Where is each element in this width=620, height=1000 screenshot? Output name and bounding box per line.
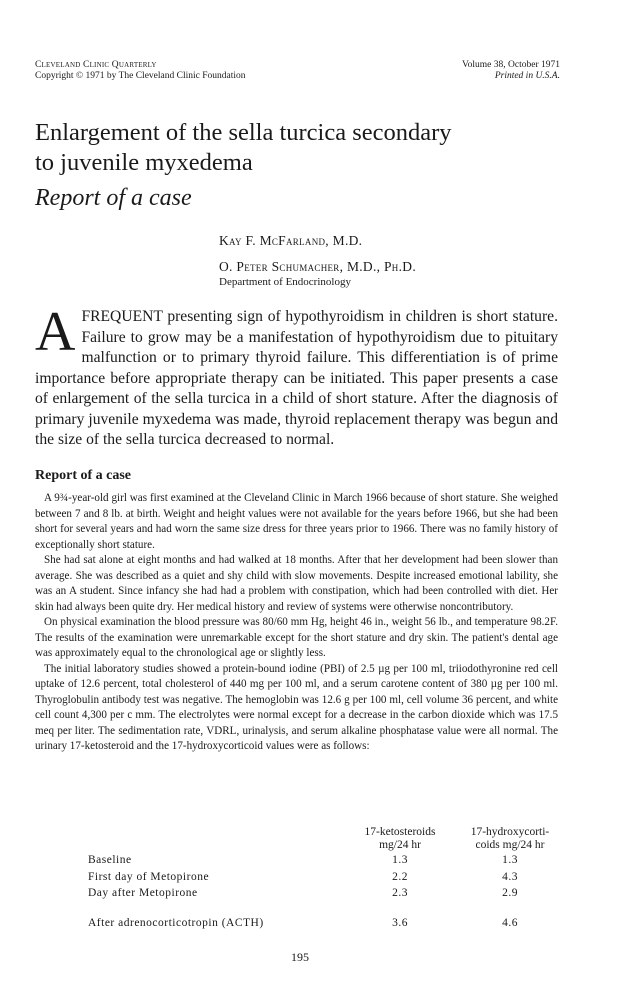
col-header-ketosteroids-line2: mg/24 hr	[379, 839, 421, 851]
col-header-hydroxy-line1: 17-hydroxycorti-	[470, 826, 550, 838]
title-line-1: Enlargement of the sella turcica secondary	[35, 119, 452, 146]
row-label-first-day: First day of Metopirone	[88, 871, 210, 883]
col-header-hydroxycorticoids	[458, 826, 562, 852]
col-header-ketosteroids	[350, 826, 450, 852]
page-number: 195	[291, 950, 309, 964]
case-report-body	[35, 491, 558, 755]
col-header-ketosteroids-line1: 17-ketosteroids	[364, 826, 436, 838]
cell-hydroxy-day-after: 2.9	[502, 887, 518, 899]
section-heading: Report of a case	[35, 468, 132, 483]
cell-keto-day-after: 2.3	[392, 887, 408, 899]
running-header-right	[420, 60, 560, 82]
cell-keto-acth: 3.6	[392, 917, 408, 929]
drop-cap: A	[35, 301, 76, 363]
printed-line: Printed in U.S.A.	[494, 71, 560, 81]
cell-keto-baseline: 1.3	[392, 854, 408, 866]
paragraph-3: On physical examination the blood pressure was 80/60 mm Hg, height 46 in., weight 56 lb., and temperature 98.2F. The results of the examination were unremarkable except for the short stature and dry skin. The patient's dental age was approximately equal to the chronological age or slightly less.	[35, 616, 558, 659]
author-1: Kay F. McFarland, M.D.	[219, 233, 363, 248]
abstract	[35, 301, 558, 451]
col-header-hydroxy-line2: coids mg/24 hr	[475, 839, 545, 851]
author-block	[219, 228, 416, 289]
running-header-left	[35, 60, 245, 82]
paragraph-1: A 9¾-year-old girl was first examined at the Cleveland Clinic in March 1966 because of short stature. She weighed between 7 and 8 lb. at birth. Weight and height values were not available for the years before 1966, but she had been short for several years and had worn the same size dress for three years prior to 1966. There was no family history of exceptionally short stature.	[35, 492, 558, 551]
row-label-day-after: Day after Metopirone	[88, 887, 198, 899]
cell-hydroxy-first-day: 4.3	[502, 871, 518, 883]
title-line-2: to juvenile myxedema	[35, 149, 253, 176]
row-label-baseline: Baseline	[88, 854, 132, 866]
copyright-line: Copyright © 1971 by The Cleveland Clinic Foundation	[35, 71, 246, 81]
abstract-text: FREQUENT presenting sign of hypothyroidism in children is short stature. Failure to grow may be a manifestation of hypothyroidism due to pituitary malfunction or to primary thyroid failure. This differentiation is of prime importance before appropriate therapy can be initiated. This paper presents a case of enlargement of the sella turcica in a child of short stature. After the diagnosis of primary juvenile myxedema was made, thyroid replacement therapy was begun and the size of the sella turcica decreased to normal.	[35, 308, 558, 448]
article-title	[35, 118, 595, 178]
volume-line: Volume 38, October 1971	[462, 60, 560, 70]
cell-keto-first-day: 2.2	[392, 871, 408, 883]
cell-hydroxy-acth: 4.6	[502, 917, 518, 929]
department: Department of Endocrinology	[219, 276, 351, 288]
article-subtitle: Report of a case	[35, 185, 192, 211]
author-2: O. Peter Schumacher, M.D., Ph.D.	[219, 259, 417, 274]
journal-name: Cleveland Clinic Quarterly	[35, 60, 157, 70]
cell-hydroxy-baseline: 1.3	[502, 854, 518, 866]
paragraph-4: The initial laboratory studies showed a protein-bound iodine (PBI) of 2.5 µg per 100 ml, triiodothyronine red cell uptake of 12.6 percent, total cholesterol of 440 mg per 100 ml, and a serum carotene content of 380 µg per 100 ml. Thyroglobulin antibody test was negative. The hemoglobin was 12.6 g per 100 ml, cell volume 36 percent, and white cell count 4,300 per c mm. The electrolytes were normal except for a decrease in the carbon dioxide which was 17.5 meq per liter. The sedimentation rate, VDRL, urinalysis, and serum alkaline phosphatase value were all normal. The urinary 17-ketosteroid and the 17-hydroxycorticoid values were as follows:	[35, 662, 558, 752]
paragraph-2: She had sat alone at eight months and had walked at 18 months. After that her development had been slower than average. She was described as a quiet and shy child with slow movements. Despite increased emotional lability, she was an A student. Since infancy she had had a problem with constipation, which had been controlled with diet. Her skin had always been quite dry. Her medical history and review of systems were otherwise noncontributory.	[35, 554, 558, 613]
row-label-acth: After adrenocorticotropin (ACTH)	[88, 917, 264, 929]
